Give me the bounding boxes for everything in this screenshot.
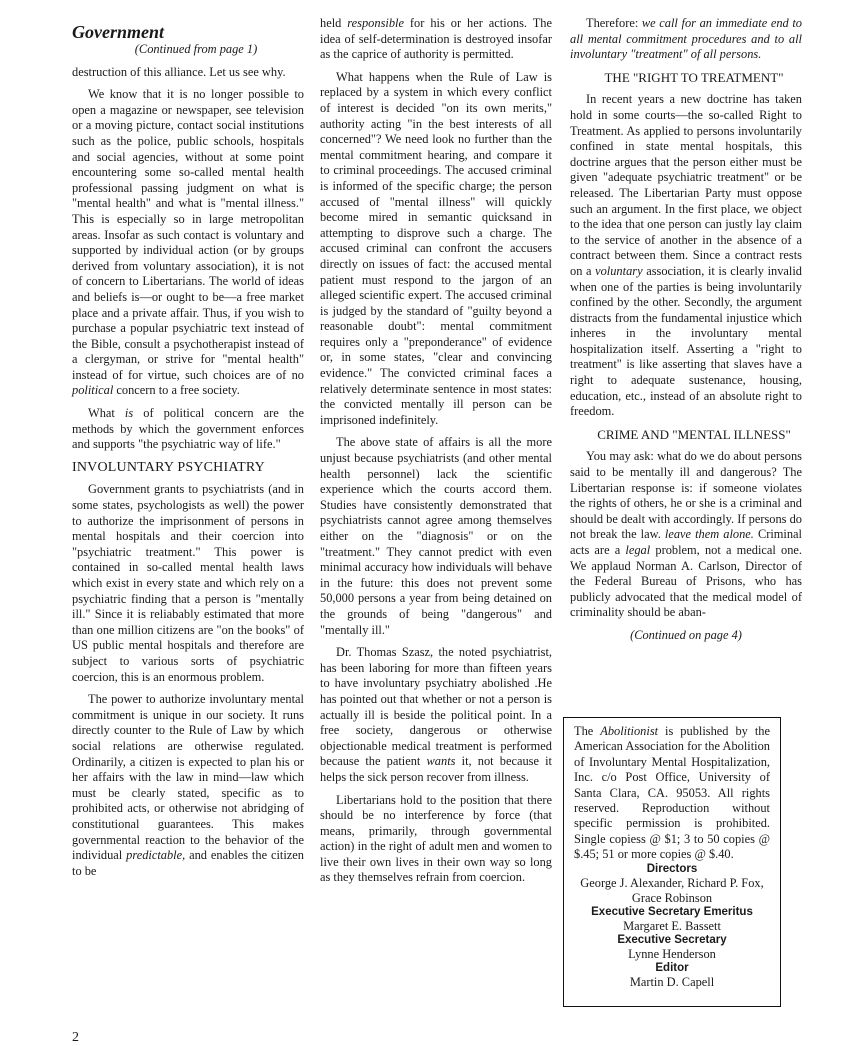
section-heading: INVOLUNTARY PSYCHIATRY: [72, 459, 265, 475]
paragraph: In recent years a new doctrine has taken hold in some courts—the so-called Right to Treatment. As applied to persons involuntarily confined in state mental hospitals, this doctrine argues that the person either must be given "adequate psychiatric treatment" or be released. The Libertarian Party must oppose such an argument. In the first place, we object to the idea that one person can justly lay claim to the service of another in the absence of a contract between them. Since a contract rests on a voluntary association, it is clearly invalid when one of the parties is being involuntarily confined by the other. Secondly, the argument distracts from the fundamental injustice which inheres in the involuntary mental hospitalization itself. Asserting a "right to treatment" is like asserting that slaves have a right to adequate sustenance, housing, education, etc., instead of an absolute right to freedom.: [570, 92, 802, 419]
paragraph: Government grants to psychiatrists (and in some states, psychologists as well) the power to authorize the imprisonment of persons in mental hospitals and their coercion into "psychiatric treatment." This power is contained in so-called mental health laws which exist in every state and which rely on a psychiatric finding that a person is "mentally ill." Since it is reliabably estimated that more than one million citizens are "on the books" of US public mental hospitals and therefore are subject to various sorts of psychiatric coercion, this is an enormous problem.: [72, 482, 304, 684]
column-3: [570, 16, 802, 651]
exec-name: Lynne Henderson: [628, 946, 716, 961]
section-heading: CRIME AND "MENTAL ILLNESS": [597, 426, 791, 442]
exec-label: Executive Secretary: [617, 933, 727, 946]
paragraph: held responsible for his or her actions. The idea of self-determination is destroyed insofar as the caprice of authority is permitted.: [320, 16, 552, 62]
paragraph: We know that it is no longer possible to open a magazine or newspaper, see television or a moving picture, contact social institutions such as the police, public schools, hospitals and social agencies, without at some point encountering some so-called mental health professional passing judgment on what is "mental health" and what is "mental illness." This is especially so in large metropolitan areas. Insofar as such contact is voluntary and supported by individual action (or by groups derived from voluntary association), it is not of concern to Libertarians. The world of ideas and beliefs is—or ought to be—a free market place and a private affair. Thus, if you wish to purchase a popular psychiatric text instead of the Bible, consult a psychotherapist instead of a clergyman, or strive for "mental health" instead of for virtue, such choices are of no political concern to a free society.: [72, 87, 304, 398]
editor-label: Editor: [655, 961, 689, 974]
paragraph: Therefore: we call for an immediate end to all mental commitment procedures and to all involuntary "treatment" of all persons.: [570, 16, 802, 62]
section-heading: THE "RIGHT TO TREATMENT": [604, 69, 784, 85]
continued-on-note: (Continued on page 4): [630, 627, 742, 642]
column-1: [72, 22, 304, 886]
column-2: [320, 16, 552, 893]
paragraph: What happens when the Rule of Law is replaced by a system in which every conflict of interest is decided "on its own merits," authority acting "in the best interests of all concerned"? We need look no further than the mental commitment hearing, and compare it to criminal proceedings. The accused criminal is informed of the specific charge; the person accused of "mental illness" will quickly become mired in semantic quicksand in attempting to disprove such a charge. The accused criminal can confront the accusers directly on issues of fact: the accused mental patient must respond to the jargon of an alleged scientific expert. The accused criminal is judged by the standard of "guilty beyond a reasonable doubt": mental commitment requires only a "preponderance" of evidence or, in some states, "clear and convincing evidence." The convicted criminal faces a relatively determinate sentence in most states: the convicted mentally ill person can be imprisoned indefinitely.: [320, 69, 552, 427]
exec-emeritus-name: Margaret E. Bassett: [623, 918, 721, 933]
paragraph: The power to authorize involuntary mental commitment is unique in our society. It runs directly counter to the Rule of Law by which social relations are otherwise regulated. Ordinarily, a citizen is expected to plan his or her affairs with the law in mind—law which must be clearly stated, specific as to prohibited acts, or otherwise not abridging of constitutional guarantees. This makes governmental reaction to the behavior of the individual predictable, and enables the citizen to be: [72, 692, 304, 878]
paragraph: destruction of this alliance. Let us see why.: [72, 64, 286, 79]
page-number: 2: [72, 1030, 79, 1045]
section-title: Government: [72, 22, 164, 42]
paragraph: Libertarians hold to the position that there should be no interference by force (that means, primarily, through governmental action) in the right of adult men and women to live their own lives in their own way so long as they themselves refrain from coercion.: [320, 792, 552, 885]
editor-name: Martin D. Capell: [629, 974, 715, 989]
masthead-text: The Abolitionist is published by the American Association for the Abolition of Involuntary Mental Hospitalization, Inc. c/o Post Office, University of Santa Clara, CA. 95053. All rights reserved. Reproduction without specific permission is prohibited. Single copiess @ $1; 3 to 50 copies @ $.45; 51 or more copies @ $.40.: [574, 724, 770, 862]
directors-label: Directors: [646, 862, 698, 875]
directors-names: George J. Alexander, Richard P. Fox, Grace Robinson: [580, 875, 764, 905]
paragraph: The above state of affairs is all the more unjust because psychiatrists (and other mental health personnel) lack the scientific experience which the courts accord them. Studies have consistently demonstrated that psychiatrists cannot agree among themselves either on the "diagnosis" or on the "treatment." They cannot predict with even minimal accuracy how individuals will behave in the future: this does not prevent some 50,000 persons a year from being detained on the grounds of being "dangerous" and "mentally ill.": [320, 435, 552, 637]
paragraph: You may ask: what do we do about persons said to be mentally ill and dangerous? The Libertarian response is: if someone violates the rights of others, he or she is a criminal and should be dealt with accordingly. If persons do not break the law. leave them alone. Criminal acts are a legal problem, not a medical one. We applaud Norman A. Carlson, Director of the Federal Bureau of Prisons, who has publicly advocated that the medical model of criminality should be aban-: [570, 449, 803, 620]
exec-emeritus-label: Executive Secretary Emeritus: [591, 905, 753, 918]
masthead-box: [563, 717, 781, 1007]
continued-from-note: (Continued from page 1): [134, 42, 258, 56]
paragraph: Dr. Thomas Szasz, the noted psychiatrist, has been laboring for more than fifteen years to have involuntary psychiatry abolished .He has pointed out that whether or not a person is actually ill is beside the political point. In a free society, dangerous or otherwise objectionable medical treatment is performed because the patient wants it, not because it helps the sick person recover from illness.: [320, 645, 553, 784]
paragraph: What is of political concern are the methods by which the government enforces and supports "the psychiatric way of life.": [72, 406, 304, 452]
